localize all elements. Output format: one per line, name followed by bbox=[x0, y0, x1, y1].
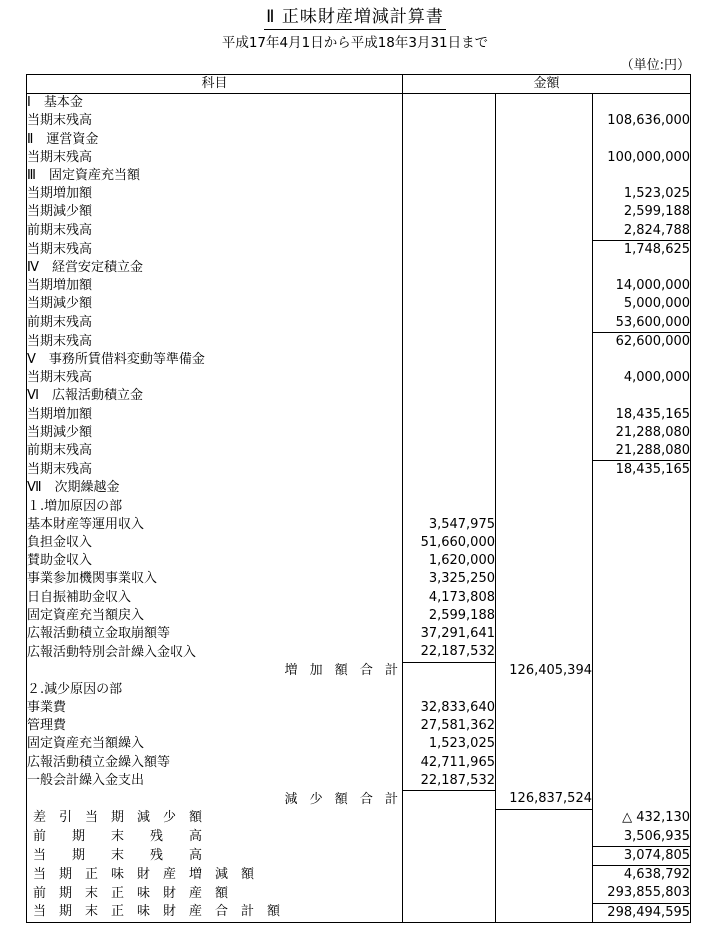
amount-cell-c1 bbox=[403, 185, 496, 203]
amount-cell-c1 bbox=[403, 259, 496, 277]
row-label: Ⅶ 次期繰越金 bbox=[27, 480, 120, 496]
amount-cell-c1 bbox=[403, 406, 496, 424]
period-subtitle: 平成17年4月1日から平成18年3月31日まで bbox=[221, 35, 489, 51]
amount-cell-c1: 27,581,362 bbox=[403, 717, 496, 735]
table-row bbox=[27, 167, 691, 185]
amount-cell-c3 bbox=[593, 772, 691, 791]
table-row bbox=[27, 94, 691, 113]
amount-cell-c2 bbox=[496, 570, 593, 588]
amount-cell-c2 bbox=[496, 112, 593, 130]
amount-cell-c3 bbox=[593, 552, 691, 570]
table-row bbox=[27, 809, 691, 828]
row-label: 当 期 末 残 高 bbox=[33, 848, 203, 863]
amount-cell-c1: 2,599,188 bbox=[403, 607, 496, 625]
amount-cell-c1 bbox=[403, 809, 496, 828]
row-label: 管理費 bbox=[27, 718, 67, 734]
amount-cell-c2 bbox=[496, 847, 593, 866]
table-row bbox=[27, 643, 691, 662]
amount-cell-c2 bbox=[496, 866, 593, 885]
amount-cell-c3: 4,000,000 bbox=[593, 369, 691, 387]
amount-cell-c1 bbox=[403, 94, 496, 113]
row-label: 差 引 当 期 減 少 額 bbox=[33, 810, 203, 826]
amount-cell-c3: 18,435,165 bbox=[593, 406, 691, 424]
amount-cell-c3 bbox=[593, 498, 691, 516]
amount-cell-c3: 14,000,000 bbox=[593, 277, 691, 295]
amount-cell-c1: 4,173,808 bbox=[403, 589, 496, 607]
table-row bbox=[27, 203, 691, 221]
amount-cell-c3 bbox=[593, 570, 691, 588]
table-row bbox=[27, 222, 691, 241]
table-row bbox=[27, 332, 691, 351]
amount-cell-c3 bbox=[593, 516, 691, 534]
amount-cell-c3: 18,435,165 bbox=[593, 461, 691, 480]
amount-cell-c2 bbox=[496, 332, 593, 351]
row-label: 減 少 額 合 計 bbox=[284, 791, 402, 807]
amount-cell-c2 bbox=[496, 387, 593, 405]
amount-cell-c3 bbox=[593, 681, 691, 699]
amount-cell-c2 bbox=[496, 717, 593, 735]
row-label: 事業費 bbox=[27, 699, 67, 715]
amount-cell-c2 bbox=[496, 203, 593, 221]
row-label: 当期増加額 bbox=[27, 186, 93, 202]
amount-cell-c1: 1,523,025 bbox=[403, 735, 496, 753]
amount-cell-c1: 37,291,641 bbox=[403, 625, 496, 643]
table-row bbox=[27, 185, 691, 203]
row-label: 増 加 額 合 計 bbox=[284, 663, 402, 679]
table-row bbox=[27, 295, 691, 313]
row-label: 固定資産充当額戻入 bbox=[27, 607, 145, 623]
row-label: 賛助金収入 bbox=[27, 553, 93, 569]
row-label: 一般会計繰入金支出 bbox=[27, 772, 145, 788]
amount-cell-c3 bbox=[593, 717, 691, 735]
amount-cell-c3: 108,636,000 bbox=[593, 112, 691, 130]
amount-cell-c3: 5,000,000 bbox=[593, 295, 691, 313]
amount-cell-c2 bbox=[496, 607, 593, 625]
amount-cell-c2 bbox=[496, 681, 593, 699]
amount-cell-c2 bbox=[496, 516, 593, 534]
amount-cell-c1 bbox=[403, 112, 496, 130]
amount-cell-c3 bbox=[593, 94, 691, 113]
header-item: 科目 bbox=[27, 75, 403, 94]
row-label: 当期末残高 bbox=[27, 370, 93, 386]
row-label: 前 期 末 正 味 財 産 額 bbox=[33, 885, 229, 901]
amount-cell-c2 bbox=[496, 94, 593, 113]
table-row bbox=[27, 570, 691, 588]
amount-cell-c2 bbox=[496, 295, 593, 313]
table-row bbox=[27, 884, 691, 903]
table-row bbox=[27, 131, 691, 149]
amount-cell-c3 bbox=[593, 387, 691, 405]
table-row bbox=[27, 717, 691, 735]
table-row bbox=[27, 424, 691, 442]
row-label: 当期減少額 bbox=[27, 424, 93, 440]
table-row bbox=[27, 735, 691, 753]
row-label: 広報活動積立金取崩額等 bbox=[27, 626, 171, 642]
amount-cell-c1 bbox=[403, 681, 496, 699]
amount-cell-c1 bbox=[403, 295, 496, 313]
amount-cell-c2 bbox=[496, 589, 593, 607]
amount-cell-c3 bbox=[593, 699, 691, 717]
amount-cell-c2 bbox=[496, 461, 593, 480]
amount-cell-c1 bbox=[403, 866, 496, 885]
amount-cell-c2 bbox=[496, 772, 593, 791]
row-label: １.増加原因の部 bbox=[27, 498, 123, 514]
amount-cell-c3: 100,000,000 bbox=[593, 149, 691, 167]
amount-cell-c3: 293,855,803 bbox=[593, 884, 691, 903]
row-label: 負担金収入 bbox=[27, 535, 93, 551]
table-row bbox=[27, 406, 691, 424]
amount-cell-c3: 21,288,080 bbox=[593, 442, 691, 461]
amount-cell-c2 bbox=[496, 277, 593, 295]
amount-cell-c3 bbox=[593, 735, 691, 753]
amount-cell-c1 bbox=[403, 903, 496, 922]
amount-cell-c1 bbox=[403, 149, 496, 167]
row-label: 当期減少額 bbox=[27, 204, 93, 220]
amount-cell-c2: 126,837,524 bbox=[496, 790, 593, 809]
table-row bbox=[27, 314, 691, 333]
table-row bbox=[27, 625, 691, 643]
amount-cell-c1: 3,325,250 bbox=[403, 570, 496, 588]
amount-cell-c2 bbox=[496, 314, 593, 333]
table-row bbox=[27, 112, 691, 130]
amount-cell-c3 bbox=[593, 625, 691, 643]
table-row bbox=[27, 681, 691, 699]
row-label: 当期末残高 bbox=[27, 462, 93, 478]
amount-cell-c1 bbox=[403, 240, 496, 259]
amount-cell-c2 bbox=[496, 884, 593, 903]
amount-cell-c3: 53,600,000 bbox=[593, 314, 691, 333]
amount-cell-c3 bbox=[593, 131, 691, 149]
amount-cell-c3 bbox=[593, 259, 691, 277]
table-row bbox=[27, 903, 691, 922]
table-body bbox=[27, 94, 691, 923]
header-amount: 金額 bbox=[403, 75, 691, 94]
amount-cell-c1 bbox=[403, 790, 496, 809]
amount-cell-c2 bbox=[496, 479, 593, 497]
amount-cell-c2 bbox=[496, 131, 593, 149]
amount-cell-c1 bbox=[403, 222, 496, 241]
table-row bbox=[27, 772, 691, 791]
row-label: 広報活動積立金繰入額等 bbox=[27, 754, 171, 770]
amount-cell-c3 bbox=[593, 643, 691, 662]
amount-cell-c2 bbox=[496, 406, 593, 424]
amount-cell-c3: 62,600,000 bbox=[593, 332, 691, 351]
table-row bbox=[27, 498, 691, 516]
table-row bbox=[27, 240, 691, 259]
amount-cell-c3: 1,523,025 bbox=[593, 185, 691, 203]
amount-cell-c1 bbox=[403, 498, 496, 516]
amount-cell-c3: 21,288,080 bbox=[593, 424, 691, 442]
amount-cell-c2 bbox=[496, 754, 593, 772]
row-label: Ⅱ 運営資金 bbox=[27, 131, 99, 147]
amount-cell-c1 bbox=[403, 828, 496, 847]
row-label: 広報活動特別会計繰入金収入 bbox=[27, 644, 197, 660]
row-label: 前期末残高 bbox=[27, 314, 93, 330]
table-row bbox=[27, 866, 691, 885]
amount-cell-c3: 1,748,625 bbox=[593, 240, 691, 259]
amount-cell-c3 bbox=[593, 607, 691, 625]
amount-cell-c3 bbox=[593, 589, 691, 607]
amount-cell-c3: 4,638,792 bbox=[593, 866, 691, 885]
amount-cell-c1: 1,620,000 bbox=[403, 552, 496, 570]
table-row bbox=[27, 662, 691, 681]
table-row bbox=[27, 552, 691, 570]
amount-cell-c1: 3,547,975 bbox=[403, 516, 496, 534]
amount-cell-c1: 22,187,532 bbox=[403, 643, 496, 662]
table-row bbox=[27, 277, 691, 295]
row-label: Ⅴ 事務所賃借料変動等準備金 bbox=[27, 352, 205, 368]
unit-note: （単位:円） bbox=[620, 58, 690, 73]
row-label: 前 期 末 残 高 bbox=[33, 829, 203, 845]
row-label: 事業参加機関事業収入 bbox=[27, 571, 158, 587]
amount-cell-c1 bbox=[403, 351, 496, 369]
amount-cell-c2 bbox=[496, 828, 593, 847]
table-row bbox=[27, 790, 691, 809]
amount-cell-c2 bbox=[496, 240, 593, 259]
amount-cell-c2 bbox=[496, 259, 593, 277]
table-row bbox=[27, 699, 691, 717]
row-label: 基本財産等運用収入 bbox=[27, 516, 145, 532]
amount-cell-c2 bbox=[496, 809, 593, 828]
amount-cell-c3: 2,599,188 bbox=[593, 203, 691, 221]
row-label: Ⅳ 経営安定積立金 bbox=[27, 260, 143, 276]
row-label: ２.減少原因の部 bbox=[27, 681, 123, 697]
amount-cell-c1 bbox=[403, 424, 496, 442]
amount-cell-c2 bbox=[496, 735, 593, 753]
amount-cell-c1 bbox=[403, 203, 496, 221]
amount-cell-c1 bbox=[403, 479, 496, 497]
row-label: 当期末残高 bbox=[27, 113, 93, 129]
amount-cell-c3: △ 432,130 bbox=[593, 809, 691, 828]
amount-cell-c2 bbox=[496, 903, 593, 922]
amount-cell-c2 bbox=[496, 442, 593, 461]
row-label: 当期末残高 bbox=[27, 333, 93, 349]
amount-cell-c2 bbox=[496, 424, 593, 442]
amount-cell-c3 bbox=[593, 754, 691, 772]
amount-cell-c3 bbox=[593, 662, 691, 681]
row-label: Ⅲ 固定資産充当額 bbox=[27, 168, 140, 184]
row-label: 前期末残高 bbox=[27, 222, 93, 238]
table-row bbox=[27, 847, 691, 866]
row-label: 当期末残高 bbox=[27, 149, 93, 165]
amount-cell-c3 bbox=[593, 534, 691, 552]
table-row bbox=[27, 607, 691, 625]
row-label: 当期減少額 bbox=[27, 296, 93, 312]
amount-cell-c2 bbox=[496, 369, 593, 387]
row-label: 当 期 正 味 財 産 増 減 額 bbox=[33, 866, 255, 882]
row-label: 日自振補助金収入 bbox=[27, 589, 132, 605]
amount-cell-c1: 42,711,965 bbox=[403, 754, 496, 772]
amount-cell-c1: 32,833,640 bbox=[403, 699, 496, 717]
amount-cell-c2 bbox=[496, 625, 593, 643]
amount-cell-c2 bbox=[496, 351, 593, 369]
table-row bbox=[27, 479, 691, 497]
amount-cell-c1 bbox=[403, 167, 496, 185]
amount-cell-c2 bbox=[496, 185, 593, 203]
table-header-row bbox=[27, 75, 691, 94]
amount-cell-c3: 298,494,595 bbox=[593, 903, 691, 922]
amount-cell-c2 bbox=[496, 167, 593, 185]
row-label: Ⅵ 広報活動積立金 bbox=[27, 388, 143, 404]
financial-table bbox=[26, 74, 691, 923]
table-row bbox=[27, 516, 691, 534]
amount-cell-c2 bbox=[496, 498, 593, 516]
amount-cell-c1 bbox=[403, 442, 496, 461]
amount-cell-c2 bbox=[496, 643, 593, 662]
table-row bbox=[27, 754, 691, 772]
amount-cell-c1 bbox=[403, 387, 496, 405]
table-row bbox=[27, 461, 691, 480]
table-row bbox=[27, 828, 691, 847]
title-block bbox=[0, 0, 710, 30]
table-row bbox=[27, 442, 691, 461]
amount-cell-c1 bbox=[403, 662, 496, 681]
table-row bbox=[27, 369, 691, 387]
amount-cell-c2 bbox=[496, 149, 593, 167]
table-row bbox=[27, 534, 691, 552]
row-label: Ⅰ 基本金 bbox=[27, 95, 83, 111]
table-row bbox=[27, 259, 691, 277]
row-label: 前期末残高 bbox=[27, 443, 93, 459]
amount-cell-c3 bbox=[593, 790, 691, 809]
amount-cell-c1 bbox=[403, 884, 496, 903]
amount-cell-c2 bbox=[496, 699, 593, 717]
amount-cell-c2 bbox=[496, 552, 593, 570]
row-label: 当期増加額 bbox=[27, 406, 93, 422]
table-row bbox=[27, 149, 691, 167]
amount-cell-c1: 51,660,000 bbox=[403, 534, 496, 552]
amount-cell-c1 bbox=[403, 131, 496, 149]
row-label: 固定資産充当額繰入 bbox=[27, 736, 145, 752]
amount-cell-c1 bbox=[403, 332, 496, 351]
amount-cell-c1: 22,187,532 bbox=[403, 772, 496, 791]
amount-cell-c1 bbox=[403, 461, 496, 480]
amount-cell-c1 bbox=[403, 314, 496, 333]
amount-cell-c3 bbox=[593, 351, 691, 369]
amount-cell-c1 bbox=[403, 369, 496, 387]
table-row bbox=[27, 351, 691, 369]
amount-cell-c3: 3,506,935 bbox=[593, 828, 691, 847]
row-label: 当期末残高 bbox=[27, 241, 93, 257]
amount-cell-c2 bbox=[496, 222, 593, 241]
row-label: 当期増加額 bbox=[27, 278, 93, 294]
table-row bbox=[27, 589, 691, 607]
amount-cell-c2: 126,405,394 bbox=[496, 662, 593, 681]
amount-cell-c1 bbox=[403, 847, 496, 866]
row-label: 当 期 末 正 味 財 産 合 計 額 bbox=[27, 903, 403, 922]
table-row bbox=[27, 387, 691, 405]
amount-cell-c3 bbox=[593, 167, 691, 185]
page-title: Ⅱ 正味財産増減計算書 bbox=[264, 6, 446, 30]
amount-cell-c1 bbox=[403, 277, 496, 295]
amount-cell-c3 bbox=[593, 479, 691, 497]
amount-cell-c3: 2,824,788 bbox=[593, 222, 691, 241]
amount-cell-c2 bbox=[496, 534, 593, 552]
amount-cell-c3: 3,074,805 bbox=[593, 847, 691, 866]
